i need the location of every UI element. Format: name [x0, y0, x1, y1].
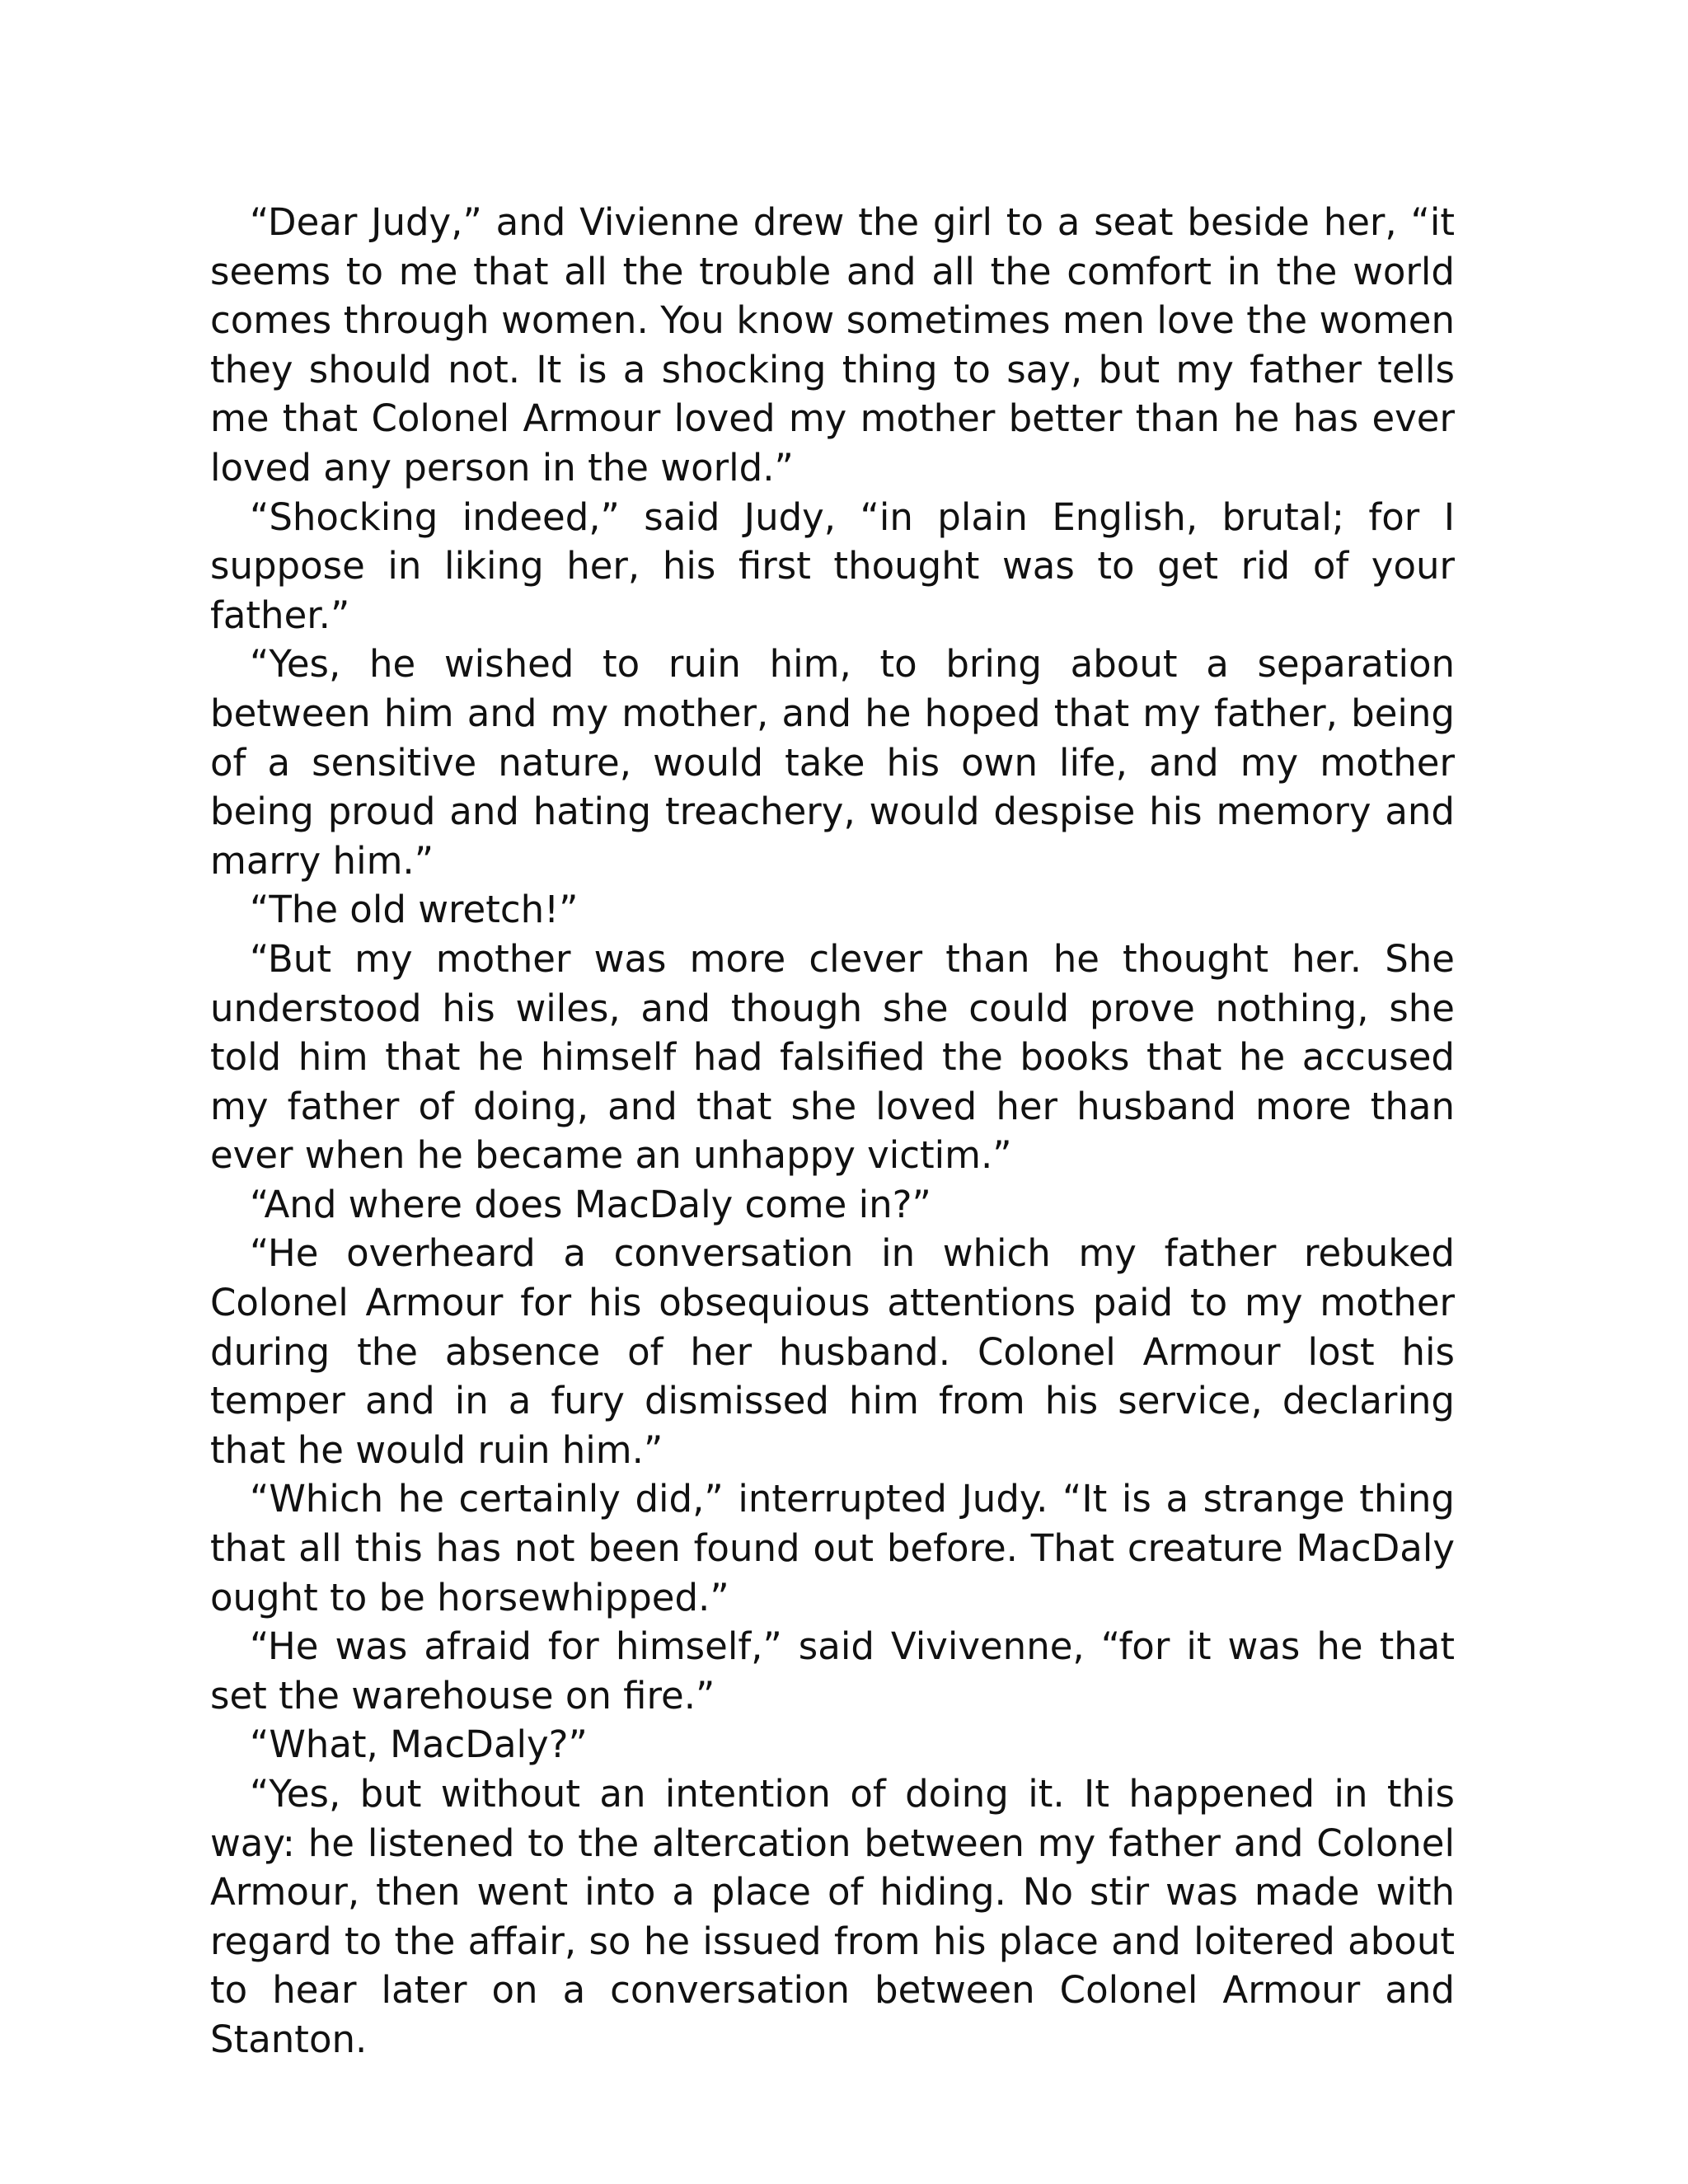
paragraph: “He was afraid for himself,” said Vivivenne, “for it was he that set the warehouse on fire.” [210, 1624, 1455, 1718]
paragraph: “Yes, he wished to ruin him, to bring about a separation between him and my mother, and he hoped that my father, being of a sensitive nature, would take his own life, and my mother being proud and hating treachery, would despise his memory and marry him.” [210, 642, 1455, 883]
paragraph: “Which he certainly did,” interrupted Judy. “It is a strange thing that all this has not been found out before. That creature MacDaly ought to be horsewhipped.” [210, 1477, 1455, 1619]
paragraph: “But my mother was more clever than he thought her. She understood his wiles, and though she could prove nothing, she told him that he himself had falsified the books that he accused my father of doing, and that she loved her husband more than ever when he became an unhappy victim.” [210, 936, 1455, 1178]
paragraph: “Yes, but without an intention of doing it. It happened in this way: he listened to the altercation between my father and Colonel Armour, then went into a place of hiding. No stir was made with regard to the affair, so he issued from his place and loitered about to hear later on a conversation between Colonel Armour and Stanton. [210, 1772, 1455, 2061]
paragraph: “The old wretch!” [250, 888, 579, 932]
paragraph: “What, MacDaly?” [250, 1722, 588, 1767]
paragraph: “Dear Judy,” and Vivienne drew the girl to a seat beside her, “it seems to me that all the trouble and all the comfort in the world comes through women. You know sometimes men love the women they should not. It is a shocking thing to say, but my father tells me that Colonel Armour loved my mother better than he has ever loved any person in the world.” [210, 200, 1455, 490]
paragraph: “He overheard a conversation in which my father rebuked Colonel Armour for his obsequious attentions paid to my mother during the absence of her husband. Colonel Armour lost his temper and in a fury dismissed him from his service, declaring that he would ruin him.” [210, 1231, 1455, 1472]
paragraph: “And where does MacDaly come in?” [250, 1182, 931, 1226]
paragraph: “Shocking indeed,” said Judy, “in plain English, brutal; for I suppose in liking her, his first thought was to get rid of your father.” [210, 494, 1455, 637]
book-page-text [210, 198, 1455, 2064]
